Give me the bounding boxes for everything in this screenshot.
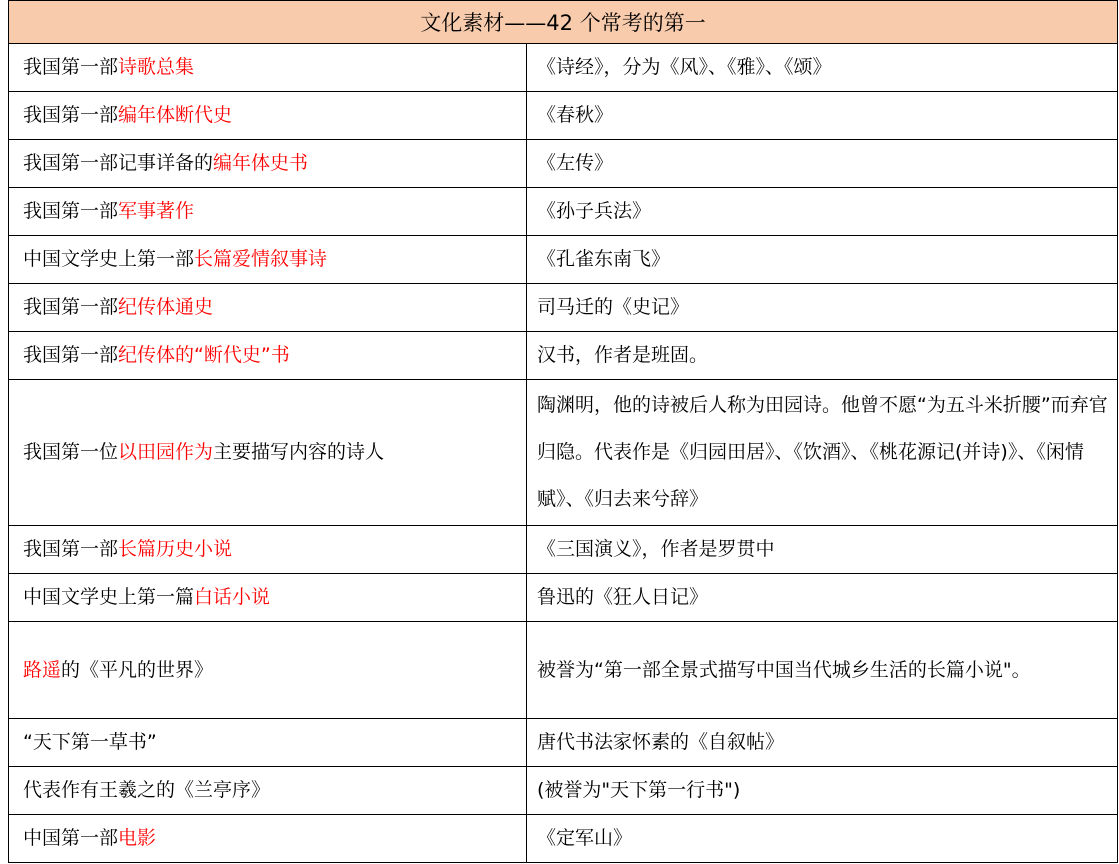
highlight-text: 电影 <box>118 827 157 849</box>
row-value: 《定军山》 <box>527 815 1118 863</box>
table-row <box>9 815 1118 863</box>
highlight-text: 诗歌总集 <box>118 56 195 78</box>
table-row <box>9 380 1118 526</box>
row-label: 代表作有王羲之的《兰亭序》 <box>9 767 527 815</box>
row-label: 我国第一部军事著作 <box>9 188 527 236</box>
row-label: 中国文学史上第一篇白话小说 <box>9 574 527 622</box>
table-title: 文化素材——42 个常考的第一 <box>9 1 1118 44</box>
highlight-text: 以田园作为 <box>118 441 214 463</box>
table-row <box>9 236 1118 284</box>
row-value: 《孔雀东南飞》 <box>527 236 1118 284</box>
row-label: 我国第一部纪传体通史 <box>9 284 527 332</box>
row-value: 被誉为“第一部全景式描写中国当代城乡生活的长篇小说"。 <box>527 622 1118 719</box>
row-label: 我国第一部记事详备的编年体史书 <box>9 140 527 188</box>
row-value: 《孙子兵法》 <box>527 188 1118 236</box>
table-row <box>9 44 1118 92</box>
row-value: 唐代书法家怀素的《自叙帖》 <box>527 719 1118 767</box>
row-value: 陶渊明，他的诗被后人称为田园诗。他曾不愿“为五斗米折腰”而弃官归隐。代表作是《归园田居》、《饮酒》、《桃花源记(并诗)》、《闲情赋》、《归去来兮辞》 <box>527 380 1118 526</box>
table-row <box>9 719 1118 767</box>
highlight-text: 纪传体通史 <box>118 296 214 318</box>
table-row <box>9 332 1118 380</box>
highlight-text: 纪传体的“断代史”书 <box>118 344 290 366</box>
row-label: 我国第一部编年体断代史 <box>9 92 527 140</box>
row-label: 路遥的《平凡的世界》 <box>9 622 527 719</box>
row-label: 中国第一部电影 <box>9 815 527 863</box>
table-row <box>9 92 1118 140</box>
row-label: 我国第一部诗歌总集 <box>9 44 527 92</box>
row-value: 《春秋》 <box>527 92 1118 140</box>
row-label: 中国文学史上第一部长篇爱情叙事诗 <box>9 236 527 284</box>
highlight-text: 编年体史书 <box>213 152 309 174</box>
highlight-text: 白话小说 <box>194 586 271 608</box>
highlight-text: 路遥 <box>23 658 62 681</box>
highlight-text: 编年体断代史 <box>118 104 233 126</box>
highlight-text: 长篇历史小说 <box>118 538 233 560</box>
table-title-row <box>9 1 1118 44</box>
highlight-text: 军事著作 <box>118 200 195 222</box>
row-value: 鲁迅的《狂人日记》 <box>527 574 1118 622</box>
row-label: “天下第一草书” <box>9 719 527 767</box>
highlight-text: 长篇爱情叙事诗 <box>194 248 328 270</box>
row-value: 《左传》 <box>527 140 1118 188</box>
facts-table <box>8 0 1118 863</box>
row-label: 我国第一部长篇历史小说 <box>9 526 527 574</box>
row-value: 《三国演义》，作者是罗贯中 <box>527 526 1118 574</box>
row-value: (被誉为"天下第一行书") <box>527 767 1118 815</box>
table-row <box>9 622 1118 719</box>
row-value: 《诗经》，分为《风》、《雅》、《颂》 <box>527 44 1118 92</box>
table-row <box>9 526 1118 574</box>
table-row <box>9 284 1118 332</box>
row-label: 我国第一位以田园作为主要描写内容的诗人 <box>9 380 527 526</box>
table-row <box>9 574 1118 622</box>
table-row <box>9 140 1118 188</box>
row-label: 我国第一部纪传体的“断代史”书 <box>9 332 527 380</box>
row-value: 司马迁的《史记》 <box>527 284 1118 332</box>
row-value: 汉书，作者是班固。 <box>527 332 1118 380</box>
table-row <box>9 188 1118 236</box>
table-row <box>9 767 1118 815</box>
